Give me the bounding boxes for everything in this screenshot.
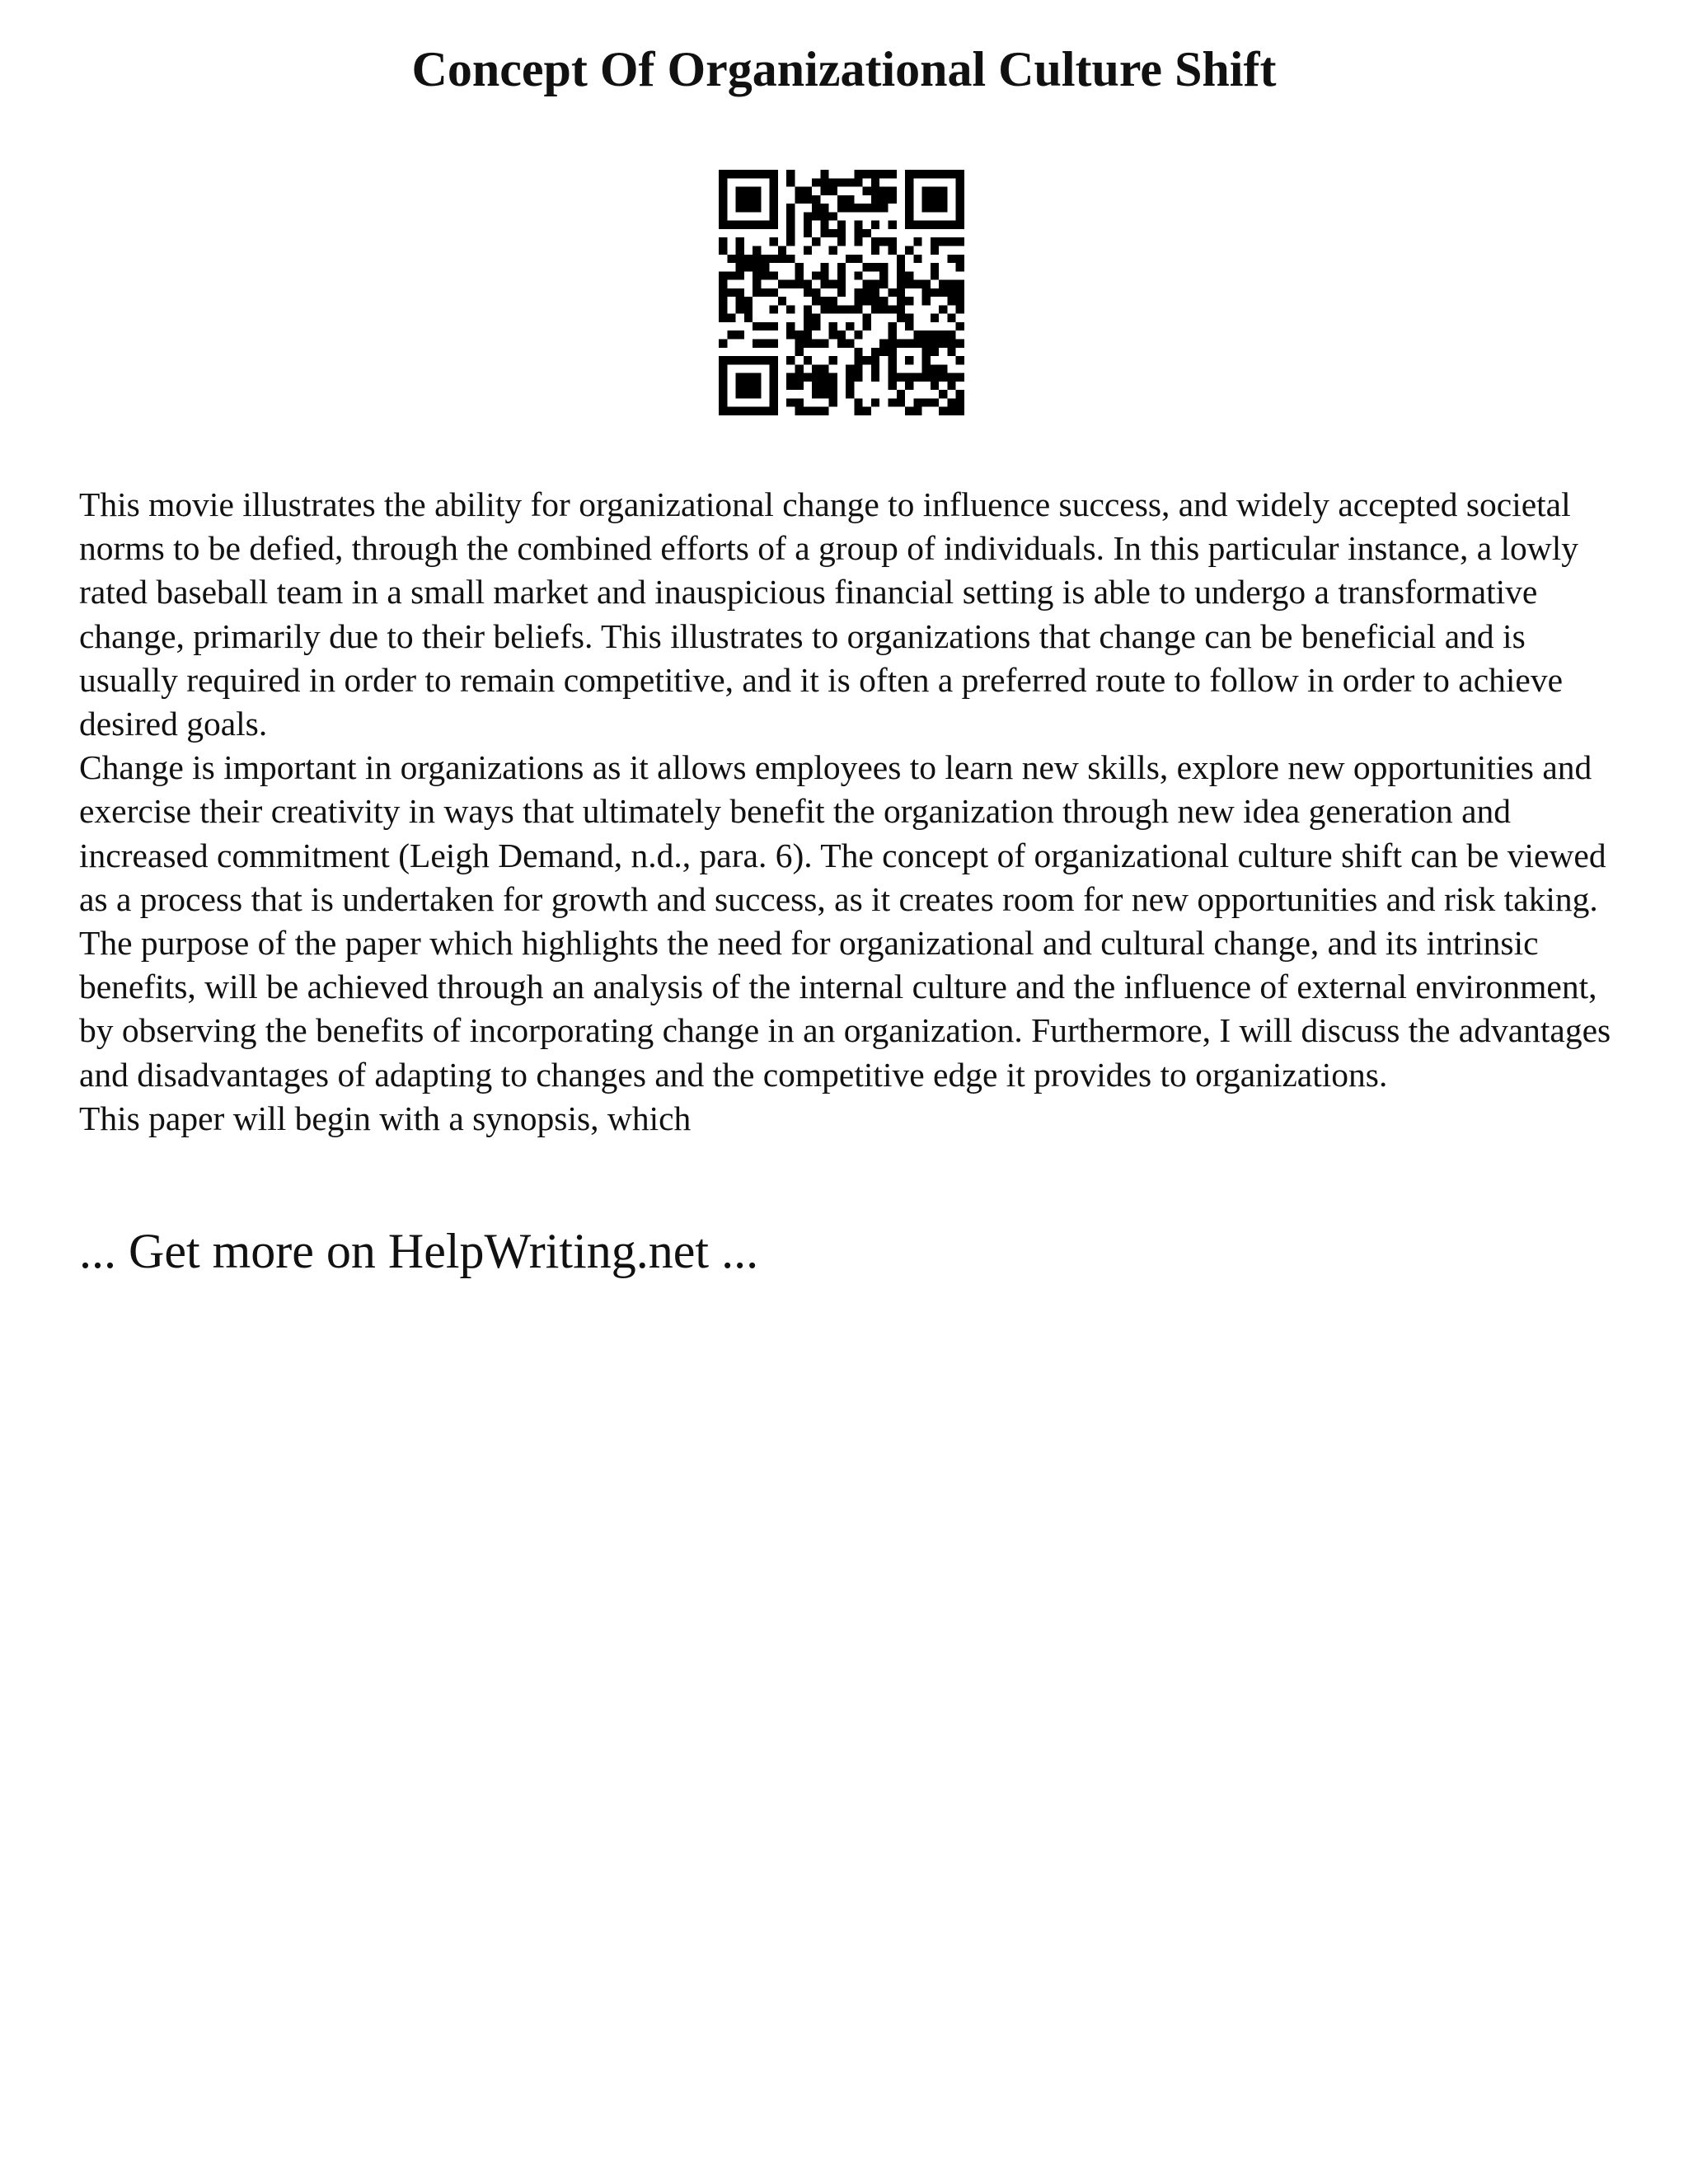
- paragraph: Change is important in organizations as it allows employees to learn new skills, explore new opportunities and exercise their creativity in ways that ultimately benefit the organization through new idea generation and increased commitment (Leigh Demand, n.d., para. 6). The concept of organizational culture shift can be viewed as a process that is undertaken for growth and success, as it creates room for new opportunities and risk taking. The purpose of the paper which highlights the need for organizational and cultural change, and its intrinsic benefits, will be achieved through an analysis of the internal culture and the influence of external environment, by observing the benefits of incorporating change in an organization. Furthermore, I will discuss the advantages and disadvantages of adapting to changes and the competitive edge it provides to organizations.: [79, 748, 1611, 1094]
- qr-code-icon: [719, 170, 964, 415]
- paragraph: This movie illustrates the ability for organizational change to influence success, and widely accepted societal norms to be defied, through the combined efforts of a group of individuals. In this particular instance, a lowly rated baseball team in a small market and inauspicious financial setting is able to undergo a transformative change, primarily due to their beliefs. This illustrates to organizations that change can be beneficial and is usually required in order to remain competitive, and it is often a preferred route to follow in order to achieve desired goals.: [79, 485, 1579, 743]
- page-title: Concept Of Organizational Culture Shift: [411, 42, 1277, 96]
- essay-body: [79, 483, 1629, 1141]
- get-more-link[interactable]: ... Get more on HelpWriting.net ...: [79, 1224, 759, 1278]
- paragraph: This paper will begin with a synopsis, which: [79, 1099, 692, 1137]
